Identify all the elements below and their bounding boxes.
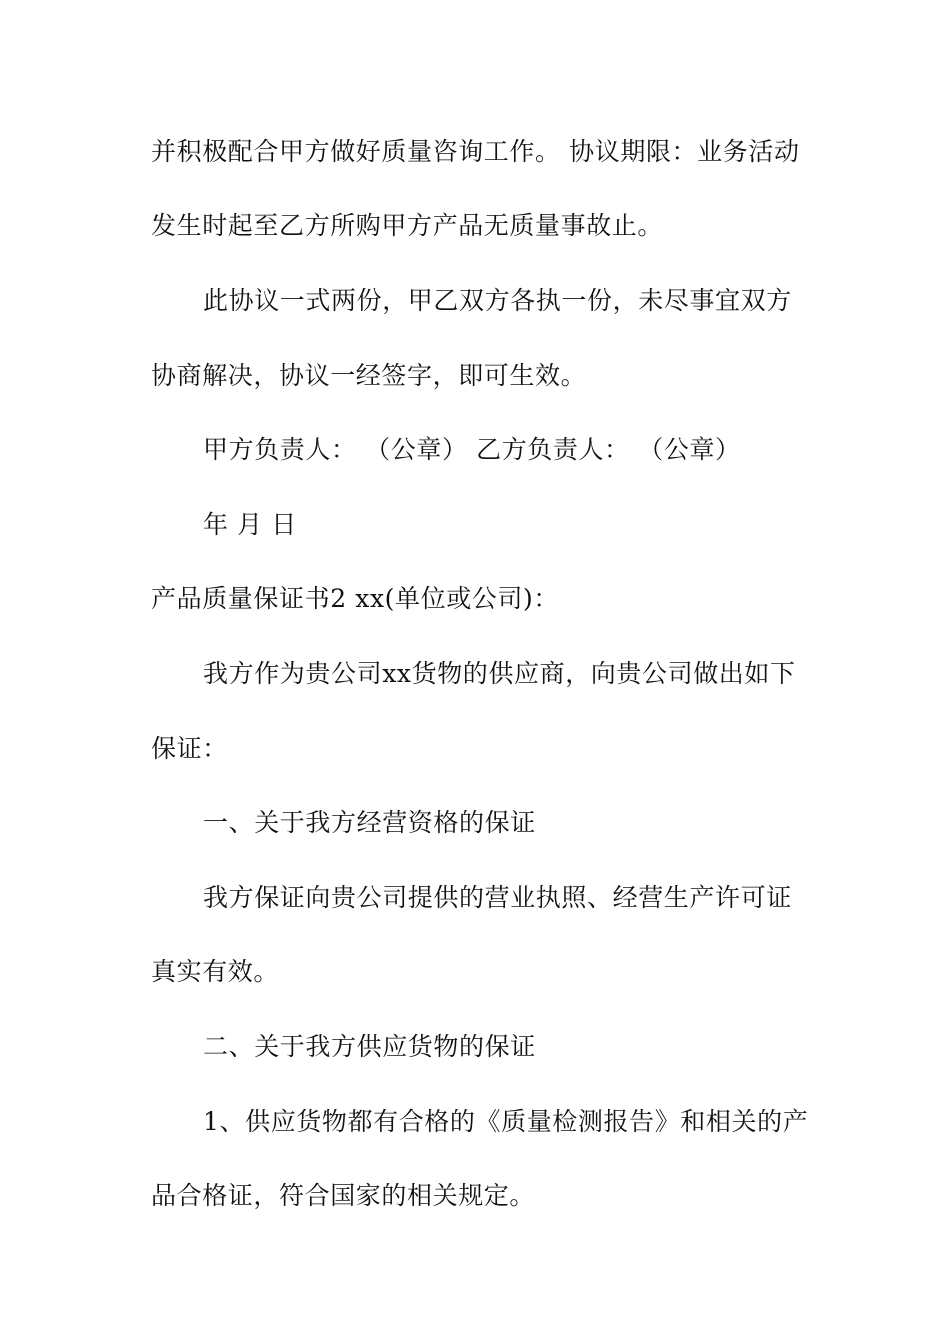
paragraph-line: 我方作为贵公司xx货物的供应商，向贵公司做出如下 [203,659,796,688]
paragraph-line: 保证： [151,734,228,763]
paragraph-line: 我方保证向贵公司提供的营业执照、经营生产许可证 [203,883,792,912]
paragraph-line: 1、供应货物都有合格的《质量检测报告》和相关的产 [203,1107,809,1136]
date-line: 年 月 日 [203,510,297,539]
paragraph-line: 并积极配合甲方做好质量咨询工作。 协议期限：业务活动 [151,137,800,166]
subheading: 二、关于我方供应货物的保证 [203,1032,536,1061]
subheading: 一、关于我方经营资格的保证 [203,808,536,837]
paragraph-line: 真实有效。 [151,957,280,986]
paragraph-line: 发生时起至乙方所购甲方产品无质量事故止。 [151,211,664,240]
paragraph-line: 协商解决，协议一经签字，即可生效。 [151,361,587,390]
section-heading: 产品质量保证书2 xx(单位或公司)： [151,584,559,613]
paragraph-line: 品合格证，符合国家的相关规定。 [151,1181,536,1210]
paragraph-line: 此协议一式两份，甲乙双方各执一份，未尽事宜双方 [203,286,792,315]
signature-line: 甲方负责人： （公章） 乙方负责人： （公章） [203,435,741,464]
